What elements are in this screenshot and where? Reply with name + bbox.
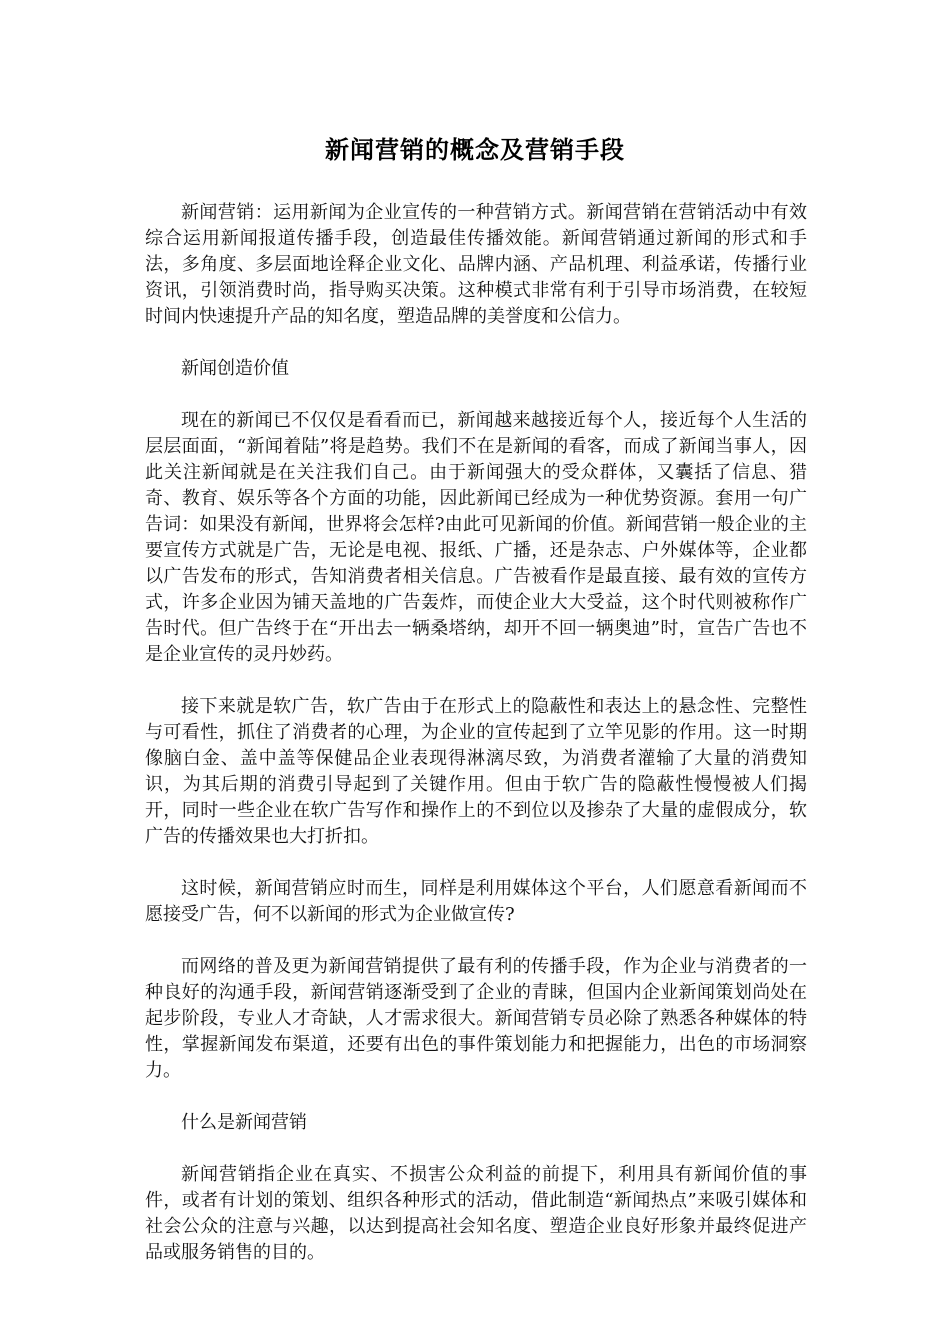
section-heading-news-value: 新闻创造价值 bbox=[181, 358, 289, 379]
document-body bbox=[145, 200, 807, 1292]
paragraph-internet: 而网络的普及更为新闻营销提供了最有利的传播手段，作为企业与消费者的一种良好的沟通手段，新闻营销逐渐受到了企业的青睐，但国内企业新闻策划尚处在起步阶段，专业人才奇缺，人才需求很大。新闻营销专员必除了熟悉各种媒体的特性，掌握新闻发布渠道，还要有出色的事件策划能力和把握能力，出色的市场洞察力。 bbox=[145, 956, 807, 1081]
document-title: 新闻营销的概念及营销手段 bbox=[325, 135, 625, 164]
paragraph-news-marketing-emerges: 这时候，新闻营销应时而生，同样是利用媒体这个平台，人们愿意看新闻而不愿接受广告，何不以新闻的形式为企业做宣传? bbox=[145, 878, 807, 925]
paragraph-soft-ads: 接下来就是软广告，软广告由于在形式上的隐蔽性和表达上的悬念性、完整性与可看性，抓住了消费者的心理，为企业的宣传起到了立竿见影的作用。这一时期像脑白金、盖中盖等保健品企业表现得淋漓尽致，为消费者灌输了大量的消费知识，为其后期的消费引导起到了关键作用。但由于软广告的隐蔽性慢慢被人们揭开，同时一些企业在软广告写作和操作上的不到位以及掺杂了大量的虚假成分，软广告的传播效果也大打折扣。 bbox=[145, 696, 807, 847]
paragraph-intro: 新闻营销：运用新闻为企业宣传的一种营销方式。新闻营销在营销活动中有效综合运用新闻报道传播手段，创造最佳传播效能。新闻营销通过新闻的形式和手法，多角度、多层面地诠释企业文化、品牌内涵、产品机理、利益承诺，传播行业资讯，引领消费时尚，指导购买决策。这种模式非常有利于引导市场消费，在较短时间内快速提升产品的知名度，塑造品牌的美誉度和公信力。 bbox=[145, 202, 807, 327]
section-heading-what-is: 什么是新闻营销 bbox=[181, 1112, 307, 1133]
paragraph-news-value: 现在的新闻已不仅仅是看看而已，新闻越来越接近每个人，接近每个人生活的层层面面，“新闻着陆”将是趋势。我们不在是新闻的看客，而成了新闻当事人，因此关注新闻就是在关注我们自己。由于新闻强大的受众群体，又囊括了信息、猎奇、教育、娱乐等各个方面的功能，因此新闻已经成为一种优势资源。套用一句广告词：如果没有新闻，世界将会怎样?由此可见新闻的价值。新闻营销一般企业的主要宣传方式就是广告，无论是电视、报纸、广播，还是杂志、户外媒体等，企业都以广告发布的形式，告知消费者相关信息。广告被看作是最直接、最有效的宣传方式，许多企业因为铺天盖地的广告轰炸，而使企业大大受益，这个时代则被称作广告时代。但广告终于在“开出去一辆桑塔纳，却开不回一辆奥迪”时，宣告广告也不是企业宣传的灵丹妙药。 bbox=[145, 410, 807, 665]
paragraph-definition: 新闻营销指企业在真实、不损害公众利益的前提下，利用具有新闻价值的事件，或者有计划的策划、组织各种形式的活动，借此制造“新闻热点”来吸引媒体和社会公众的注意与兴趣，以达到提高社会知名度、塑造企业良好形象并最终促进产品或服务销售的目的。 bbox=[145, 1164, 807, 1263]
